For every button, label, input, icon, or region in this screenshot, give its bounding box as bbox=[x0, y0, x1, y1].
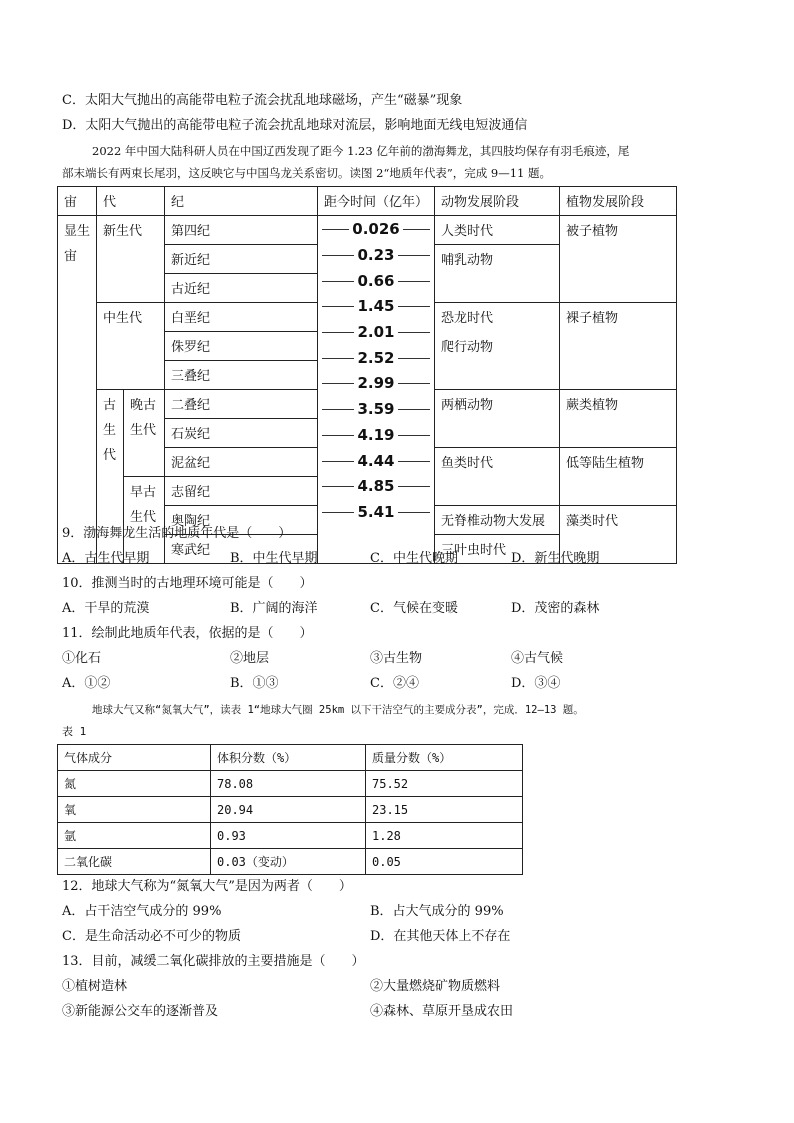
air-header-gas: 气体成分 bbox=[58, 745, 211, 771]
plant-cell: 裸子植物 bbox=[560, 303, 677, 390]
header-plant: 植物发展阶段 bbox=[560, 187, 677, 216]
period-cell: 古近纪 bbox=[165, 274, 318, 303]
header-time: 距今时间（亿年） bbox=[318, 187, 435, 216]
era-mesozoic: 中生代 bbox=[97, 303, 165, 390]
time-mark: 1.45 bbox=[318, 293, 434, 319]
time-mark: 5.41 bbox=[318, 499, 434, 525]
q12-option-d: D．在其他天体上不存在 bbox=[370, 929, 511, 944]
q11-item-1: ①化石 bbox=[62, 651, 102, 666]
q10-option-d: D．茂密的森林 bbox=[511, 601, 600, 616]
animal-cell: 无脊椎动物大发展 bbox=[435, 506, 560, 535]
air-cell: 氮 bbox=[58, 771, 211, 797]
time-mark: 0.23 bbox=[318, 242, 434, 268]
q9-option-d: D．新生代晚期 bbox=[511, 551, 600, 566]
header-era: 代 bbox=[97, 187, 165, 216]
period-cell: 泥盆纪 bbox=[165, 448, 318, 477]
air-cell: 0.03（变动） bbox=[211, 849, 366, 875]
q9-option-a: A．古生代早期 bbox=[62, 551, 150, 566]
time-mark: 4.19 bbox=[318, 422, 434, 448]
header-period: 纪 bbox=[165, 187, 318, 216]
period-cell: 三叠纪 bbox=[165, 361, 318, 390]
animal-cell: 三叶虫时代 bbox=[435, 535, 560, 564]
q12-option-c: C．是生命活动必不可少的物质 bbox=[62, 929, 241, 944]
q11-item-2: ②地层 bbox=[230, 651, 270, 666]
q12-option-a: A．占干洁空气成分的 99% bbox=[62, 904, 222, 919]
era-cenozoic: 新生代 bbox=[97, 216, 165, 303]
q11-option-c: C．②④ bbox=[370, 676, 419, 691]
q10-option-a: A．干旱的荒漠 bbox=[62, 601, 150, 616]
table-row bbox=[58, 823, 523, 849]
q10-option-b: B．广阔的海洋 bbox=[230, 601, 318, 616]
animal-cell: 爬行动物 bbox=[435, 332, 560, 390]
era-paleozoic: 古生代 bbox=[97, 390, 124, 564]
period-cell: 寒武纪 bbox=[165, 535, 318, 564]
table-row bbox=[58, 797, 523, 823]
period-cell: 新近纪 bbox=[165, 245, 318, 274]
q10-stem: 10．推测当时的古地理环境可能是（ ） bbox=[62, 576, 313, 591]
period-cell: 石炭纪 bbox=[165, 419, 318, 448]
option-d-text: D．太阳大气抛出的高能带电粒子流会扰乱地球对流层，影响地面无线电短波通信 bbox=[62, 118, 528, 133]
intro-paragraph-line2: 部末端长有两束长尾羽，这反映它与中国鸟龙关系密切。读图 2“地质年代表”，完成 9—11 题。 bbox=[62, 166, 551, 180]
period-cell: 侏罗纪 bbox=[165, 332, 318, 361]
period-cell: 白垩纪 bbox=[165, 303, 318, 332]
period-cell: 奥陶纪 bbox=[165, 506, 318, 535]
time-mark: 4.44 bbox=[318, 448, 434, 474]
time-mark: 0.66 bbox=[318, 268, 434, 294]
air-cell: 23.15 bbox=[366, 797, 523, 823]
table-row bbox=[58, 771, 523, 797]
time-mark: 2.01 bbox=[318, 319, 434, 345]
geologic-time-table bbox=[57, 186, 677, 564]
air-cell: 氧 bbox=[58, 797, 211, 823]
option-c-text: C．太阳大气抛出的高能带电粒子流会扰乱地球磁场，产生“磁暴”现象 bbox=[62, 93, 463, 108]
q13-stem: 13．目前，减缓二氧化碳排放的主要措施是（ ） bbox=[62, 954, 365, 969]
plant-cell: 藻类时代 bbox=[560, 506, 677, 564]
table-row bbox=[58, 849, 523, 875]
q11-option-a: A．①② bbox=[62, 676, 111, 691]
plant-cell: 低等陆生植物 bbox=[560, 448, 677, 506]
era-early-paleozoic: 早古生代 bbox=[124, 477, 165, 564]
air-cell: 20.94 bbox=[211, 797, 366, 823]
period-cell: 第四纪 bbox=[165, 216, 318, 245]
q13-item-1: ①植树造林 bbox=[62, 979, 128, 994]
q11-option-d: D．③④ bbox=[511, 676, 561, 691]
header-animal: 动物发展阶段 bbox=[435, 187, 560, 216]
time-mark: 4.85 bbox=[318, 473, 434, 499]
animal-cell: 人类时代 bbox=[435, 216, 560, 245]
q10-option-c: C．气候在变暖 bbox=[370, 601, 458, 616]
animal-cell: 恐龙时代 bbox=[435, 303, 560, 332]
air-cell: 0.93 bbox=[211, 823, 366, 849]
time-scale bbox=[318, 216, 435, 564]
time-mark: 2.52 bbox=[318, 345, 434, 371]
air-header-mass: 质量分数（%） bbox=[366, 745, 523, 771]
q11-item-3: ③古生物 bbox=[370, 651, 423, 666]
era-late-paleozoic: 晚古生代 bbox=[124, 390, 165, 477]
air-cell: 氩 bbox=[58, 823, 211, 849]
q12-option-b: B．占大气成分的 99% bbox=[370, 904, 504, 919]
time-mark: 2.99 bbox=[318, 370, 434, 396]
table1-caption: 表 1 bbox=[62, 725, 87, 738]
animal-cell: 鱼类时代 bbox=[435, 448, 560, 506]
time-mark: 0.026 bbox=[318, 216, 434, 242]
q13-item-3: ③新能源公交车的逐渐普及 bbox=[62, 1004, 219, 1019]
q11-option-b: B．①③ bbox=[230, 676, 279, 691]
q13-item-4: ④森林、草原开垦成农田 bbox=[370, 1004, 514, 1019]
period-cell: 志留纪 bbox=[165, 477, 318, 506]
header-eon: 宙 bbox=[58, 187, 97, 216]
q9-stem: 9．渤海舞龙生活的地质年代是（ ） bbox=[62, 526, 292, 541]
period-cell: 二叠纪 bbox=[165, 390, 318, 419]
intro-paragraph-2: 地球大气又称“氮氧大气”，读表 1“地球大气圈 25km 以下干洁空气的主要成分表”，完成．12—13 题。 bbox=[92, 704, 584, 716]
air-cell: 1.28 bbox=[366, 823, 523, 849]
air-header-volume: 体积分数（%） bbox=[211, 745, 366, 771]
plant-cell: 蕨类植物 bbox=[560, 390, 677, 448]
air-cell: 78.08 bbox=[211, 771, 366, 797]
plant-cell: 被子植物 bbox=[560, 216, 677, 303]
air-cell: 75.52 bbox=[366, 771, 523, 797]
q11-item-4: ④古气候 bbox=[511, 651, 564, 666]
air-cell: 二氧化碳 bbox=[58, 849, 211, 875]
q11-stem: 11．绘制此地质年代表，依据的是（ ） bbox=[62, 626, 313, 641]
animal-cell: 哺乳动物 bbox=[435, 245, 560, 303]
time-mark: 3.59 bbox=[318, 396, 434, 422]
q9-option-b: B．中生代早期 bbox=[230, 551, 318, 566]
eon-cell: 显生宙 bbox=[58, 216, 97, 564]
air-cell: 0.05 bbox=[366, 849, 523, 875]
air-composition-table bbox=[57, 744, 523, 875]
q9-option-c: C．中生代晚期 bbox=[370, 551, 458, 566]
intro-paragraph-line1: 2022 年中国大陆科研人员在中国辽西发现了距今 1.23 亿年前的渤海舞龙，其四肢均保存有羽毛痕迹，尾 bbox=[92, 144, 630, 158]
animal-cell: 两栖动物 bbox=[435, 390, 560, 448]
q13-item-2: ②大量燃烧矿物质燃料 bbox=[370, 979, 501, 994]
q12-stem: 12．地球大气称为“氮氧大气”是因为两者（ ） bbox=[62, 879, 352, 894]
